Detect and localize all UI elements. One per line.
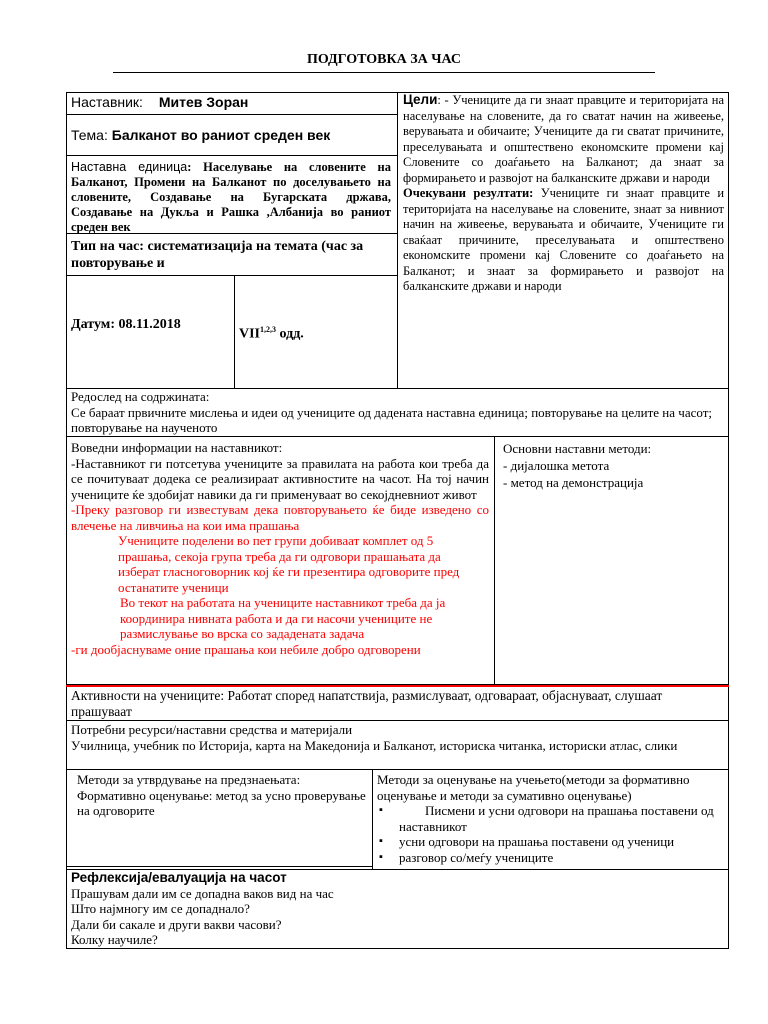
topic-value: Балканот во раниот среден век bbox=[111, 127, 331, 143]
reflection-line-4: Колку научиле? bbox=[71, 932, 158, 947]
activities-text: Работат според напатствија, размислуваат, одговараат, објаснуваат, слушаат прашуваат bbox=[71, 688, 663, 719]
reflection-line-1: Прашувам дали им се допадна ваков вид на час bbox=[71, 885, 334, 901]
prior-knowledge-cell bbox=[77, 772, 367, 819]
date-cell: Датум: 08.11.2018 bbox=[71, 317, 181, 332]
assessment-item-1: ▪ Писмени и усни одговори на прашања поставени од наставникот bbox=[377, 803, 725, 834]
reflection-line-3: Дали би сакале и други вакви часови? bbox=[71, 916, 282, 932]
grade-cell bbox=[239, 322, 389, 342]
resources-cell bbox=[71, 722, 725, 753]
outcomes-label: Очекувани резултати: bbox=[403, 186, 534, 200]
activities-cell bbox=[71, 688, 725, 720]
assessment-item-3: ▪ разговор со/меѓу учениците bbox=[377, 850, 725, 866]
unit-label: Наставна единица bbox=[71, 160, 188, 174]
methods-item-1: - дијалошка метота bbox=[503, 458, 610, 473]
assessment-item-2: ▪ усни одговори на прашања поставени од ученици bbox=[377, 834, 725, 850]
assessment-cell bbox=[377, 772, 725, 865]
reflection-label: Рефлексија/евалуација на часот bbox=[71, 870, 287, 885]
page-title: ПОДГОТОВКА ЗА ЧАС bbox=[306, 52, 462, 67]
assessment-label: Методи за оценување на учењето(методи за формативно оценување и методи за сумативно оценување) bbox=[377, 772, 690, 803]
goals-text: : - Учениците да ги знаат правците и територијата на населување на словените, да го сватат начин на живеење, верувањата и обичаите; Учениците да ги сватат причините, преселувањата и општествено економските промени кај Словените со доаѓањето на Балканот; да знаат за формирањето и развојот на балканските држави и народи bbox=[403, 93, 724, 185]
title-underline bbox=[113, 72, 655, 73]
grade-suffix: одд. bbox=[276, 326, 304, 342]
grade-sup: 1,2,3 bbox=[260, 325, 277, 334]
emphasis-underline bbox=[66, 685, 729, 687]
intro-paragraph-4: Во текот на работата на учениците наставникот треба да ја координира нивната работа и да ги насочи учениците не размислување во врска со зададената задача bbox=[120, 595, 446, 641]
intro-cell bbox=[71, 440, 489, 657]
activities-label: Активности на учениците: bbox=[71, 688, 225, 703]
intro-paragraph-1: -Наставникот ги потсетува учениците за правилата на работа кои треба да се почитуваат додека се реализираат активностите на часот. На тој начин учениците ќе здобијат навики да ги применуваат во секојдневниот живот bbox=[71, 455, 489, 502]
resources-text: Училница, учебник по Историја, карта на Македонија и Балканот, историска читанка, историски атлас, слики bbox=[71, 737, 678, 753]
goals-cell bbox=[403, 92, 724, 295]
teacher-name: Митев Зоран bbox=[158, 94, 249, 110]
teacher-label: Наставник: bbox=[71, 94, 143, 110]
topic-row bbox=[71, 128, 393, 144]
outcomes-paragraph bbox=[403, 186, 724, 295]
intro-label: Воведни информации на наставникот: bbox=[71, 440, 283, 455]
unit-cell bbox=[71, 160, 391, 235]
methods-label: Основни наставни методи: bbox=[503, 441, 652, 456]
topic-label: Тема: bbox=[71, 127, 108, 143]
reflection-line-2: Што најмногу им се допаднало? bbox=[71, 901, 250, 916]
unit-value: : Населување на словените на Балканот, Промени на Балканот по доселувањето на словените, Создавање на Бугарската држава, Создавање на Дукља и Рашка ,Албанија во раниот среден век bbox=[71, 160, 392, 234]
outcomes-text: Учениците ги знаат правците и територијата на населување на словените, знаат за нивниот начин на живеење, верувањата и обичаите, Учениците ги сваќаат причините, преселувањата и општествено економските промени кај Словените со доаѓањето на Балканот; и знаат за формирањето и развојот на балканските држави и народи bbox=[403, 186, 725, 293]
resources-label: Потребни ресурси/наставни средства и материјали bbox=[71, 722, 353, 737]
methods-item-2: - метод на демонстрација bbox=[503, 475, 644, 490]
sequence-text: Се бараат првичните мислења и идеи од учениците од дадената наставна единица; повторување на целите на часот; повторување на наученото bbox=[71, 404, 712, 435]
intro-paragraph-3: Учениците поделени во пет групи добиваат комплет од 5 прашања, секоја група треба да ги одговори прашањата да изберат гласноговорник кој ќе ги презентира одговорите пред останатите ученици bbox=[118, 533, 460, 595]
sequence-label: Редослед на содржината: bbox=[71, 389, 210, 404]
intro-paragraph-2: -Преку разговор ги известувам дека повторувањето ќе биде изведено со влечење на ливчиња на кои има прашања bbox=[71, 502, 489, 533]
goals-paragraph bbox=[403, 92, 724, 186]
grade-main: VII bbox=[239, 326, 261, 342]
intro-paragraph-5: -ги дообјаснуваме оние прашања кои небиле добро одговорени bbox=[71, 641, 421, 657]
methods-cell bbox=[503, 440, 723, 491]
lesson-type-cell: Тип на час: систематизација на темата (час за повторување и bbox=[71, 239, 364, 271]
reflection-cell bbox=[71, 870, 725, 948]
teacher-row bbox=[71, 95, 393, 111]
prior-knowledge-label: Методи за утврдување на предзнаењата: bbox=[77, 772, 301, 787]
prior-knowledge-text: Формативно оценување: метод за усно проверување на одговорите bbox=[77, 787, 366, 818]
goals-label: Цели bbox=[403, 92, 438, 107]
sequence-cell bbox=[71, 389, 725, 436]
